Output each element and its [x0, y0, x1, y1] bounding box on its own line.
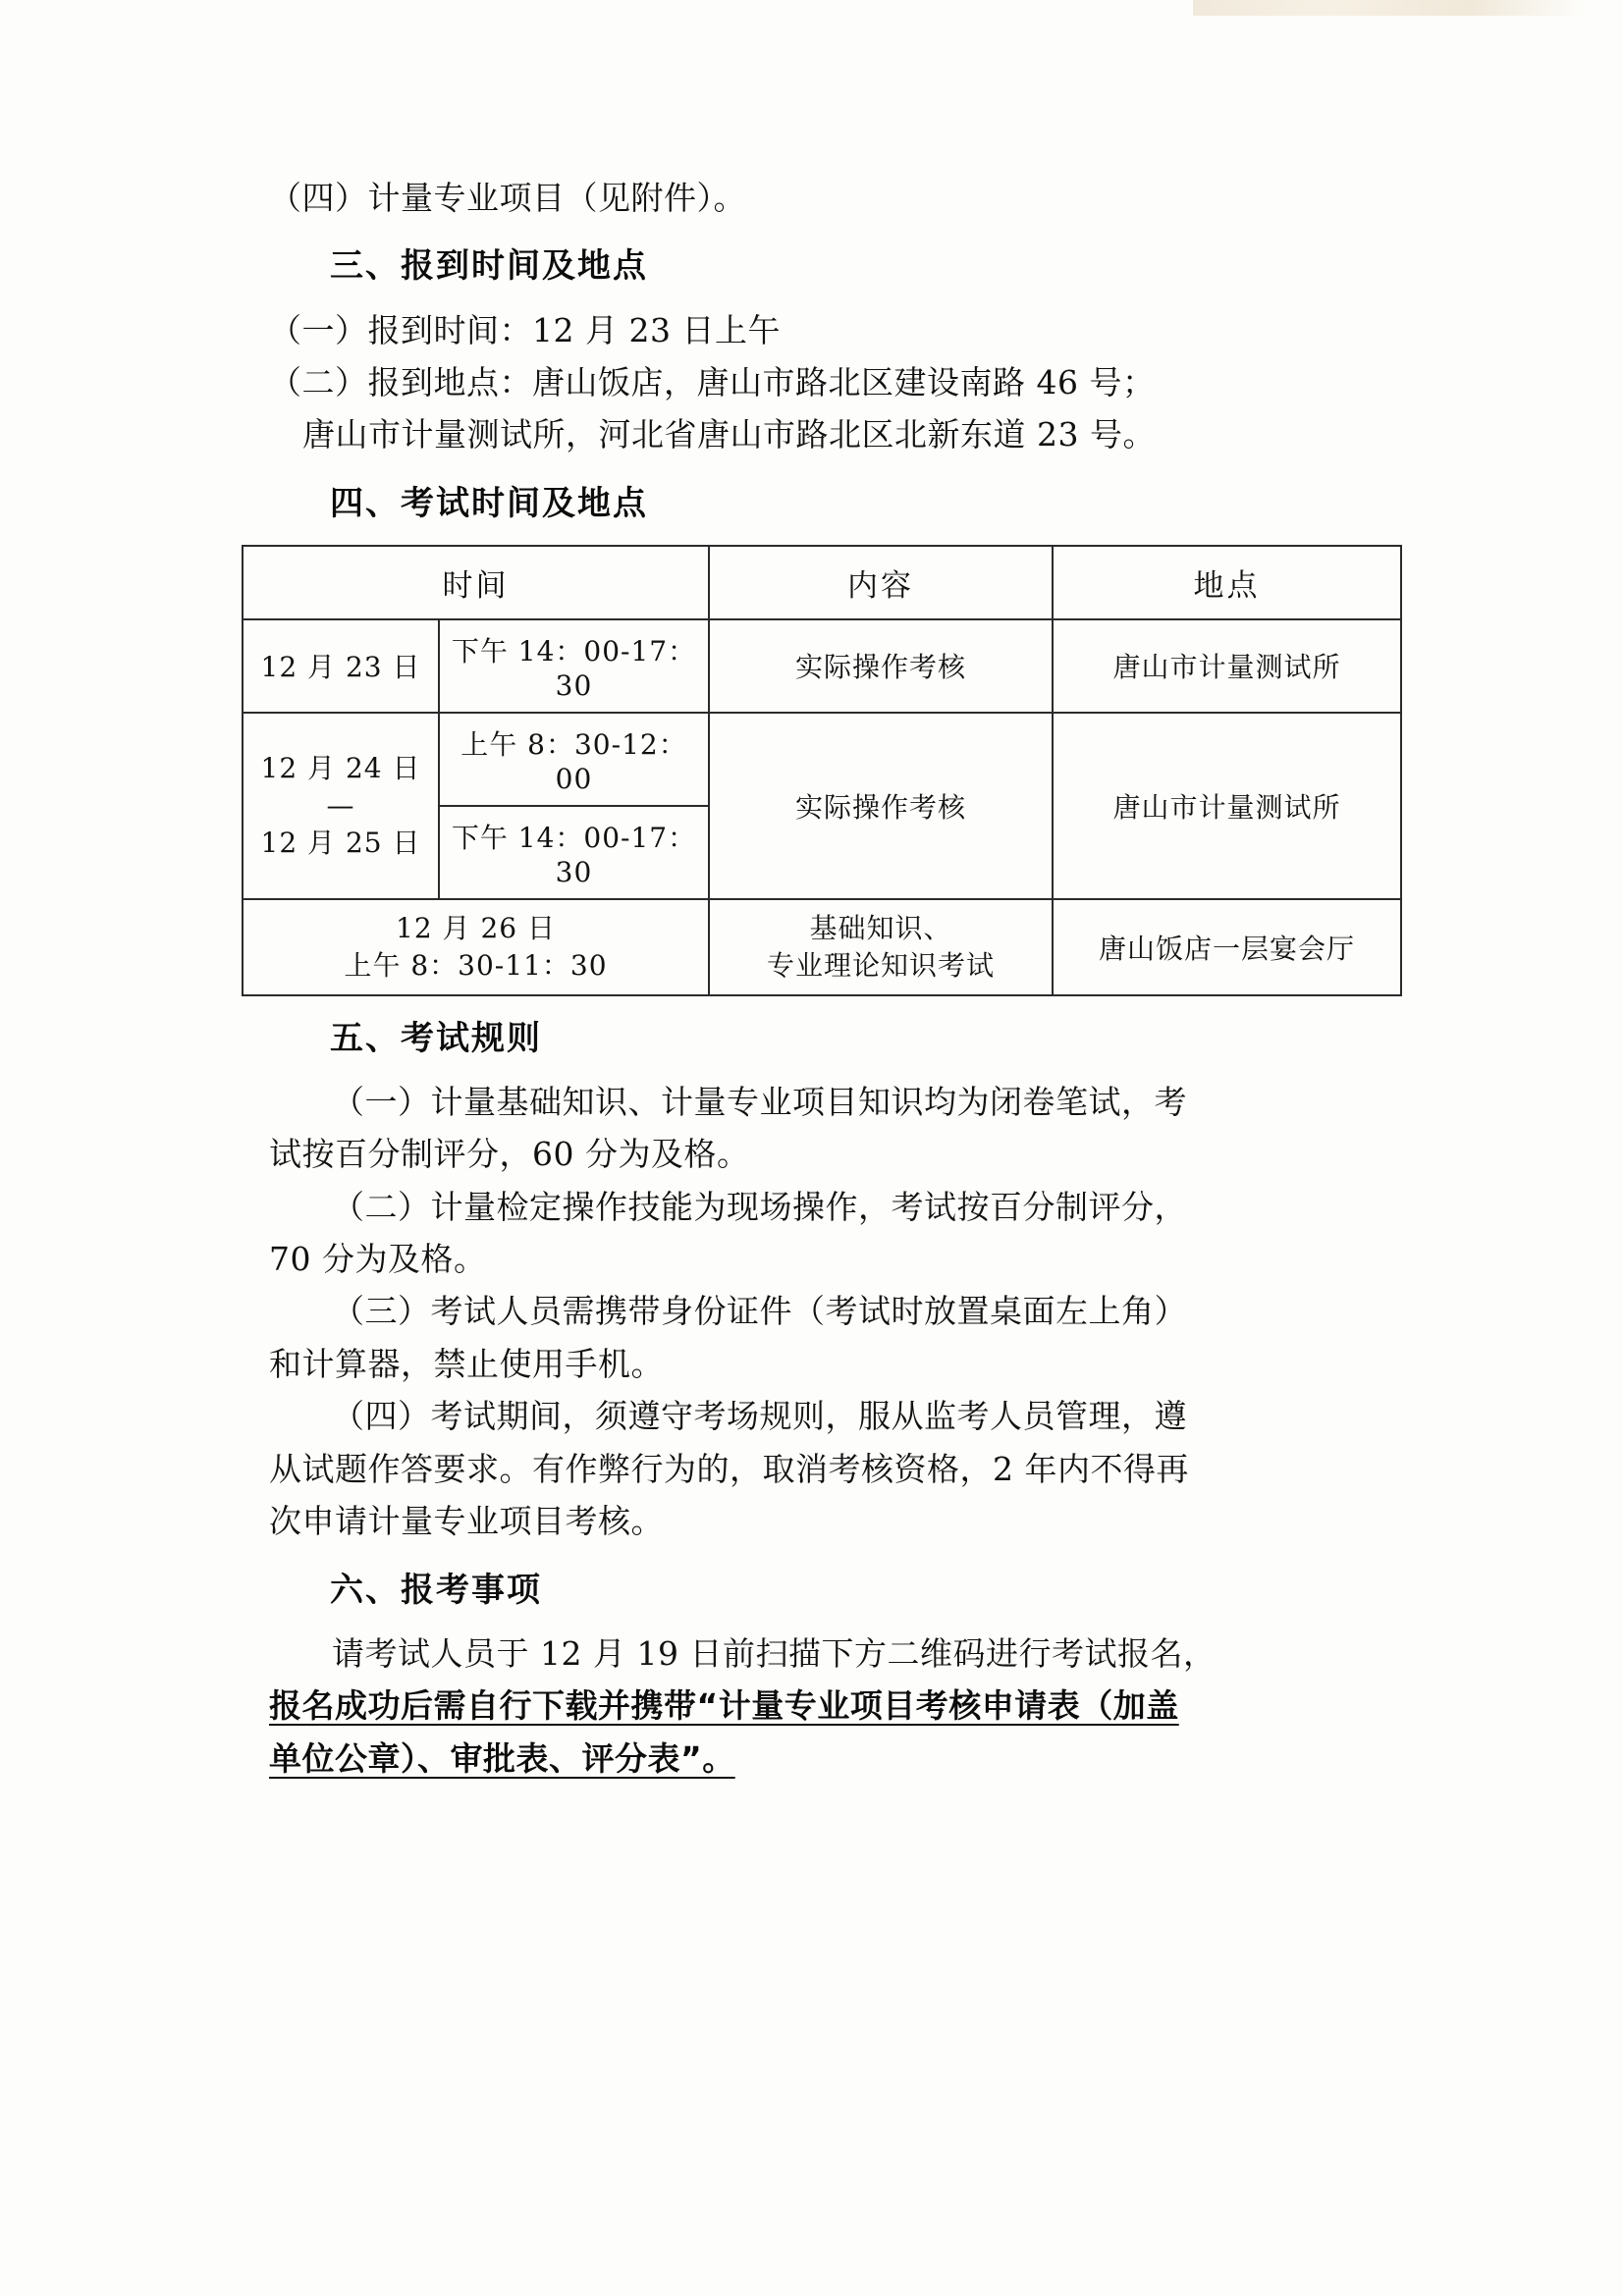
table-header-place: 地点 — [1053, 546, 1401, 619]
paragraph-rule-4-line1: （四）考试期间，须遵守考场规则，服从监考人员管理，遵 — [332, 1397, 1187, 1436]
apply-emphasis-line2: 报名成功后需自行下载并携带“计量专业项目考核申请表（加盖 — [269, 1686, 1179, 1726]
scan-artifact — [1193, 0, 1586, 16]
cell-time: 下午 14：00-17：30 — [439, 619, 709, 713]
table-header-row — [243, 546, 1401, 619]
paragraph-report-place-line2: 唐山市计量测试所，河北省唐山市路北区北新东道 23 号。 — [302, 415, 1156, 454]
paragraph-section-four-item: （四）计量专业项目（见附件）。 — [269, 179, 746, 217]
paragraph-rule-1-line1: （一）计量基础知识、计量专业项目知识均为闭卷笔试，考 — [332, 1082, 1187, 1121]
cell-place: 唐山市计量测试所 — [1053, 619, 1401, 713]
paragraph-rule-4-line3: 次申请计量专业项目考核。 — [269, 1502, 664, 1541]
cell-place: 唐山市计量测试所 — [1053, 713, 1401, 899]
paragraph-apply-line2 — [214, 1680, 1422, 1732]
cell-content: 实际操作考核 — [709, 619, 1053, 713]
document-body — [214, 172, 1422, 1785]
table-row — [243, 899, 1401, 995]
cell-content-line2: 专业理论知识考试 — [766, 948, 995, 982]
paragraph-rule-1-line2: 试按百分制评分，60 分为及格。 — [269, 1135, 750, 1174]
paragraph-rule-2-line2: 70 分为及格。 — [269, 1240, 487, 1278]
paragraph-rule-3-line1: （三）考试人员需携带身份证件（考试时放置桌面左上角） — [332, 1292, 1187, 1331]
cell-content-line1: 基础知识、 — [809, 911, 952, 944]
cell-date-line1: 12 月 24 日— — [260, 752, 421, 823]
cell-content: 实际操作考核 — [709, 713, 1053, 899]
paragraph-apply-line1: 请考试人员于 12 月 19 日前扫描下方二维码进行考试报名， — [332, 1633, 1217, 1673]
paragraph-apply-line3 — [214, 1733, 1422, 1785]
heading-section-six: 六、报考事项 — [330, 1570, 542, 1610]
table-header-content: 内容 — [709, 546, 1053, 619]
cell-time-afternoon: 下午 14：00-17：30 — [439, 806, 709, 899]
heading-section-three: 三、报到时间及地点 — [330, 246, 648, 287]
table-row — [243, 713, 1401, 806]
heading-section-four: 四、考试时间及地点 — [330, 483, 648, 523]
cell-date-time — [243, 899, 709, 995]
table-header-time: 时间 — [243, 546, 709, 619]
heading-section-five: 五、考试规则 — [330, 1018, 542, 1058]
cell-date-line1: 12 月 26 日 — [396, 911, 556, 944]
cell-place: 唐山饭店一层宴会厅 — [1053, 899, 1401, 995]
paragraph-rule-4-line2: 从试题作答要求。有作弊行为的，取消考核资格，2 年内不得再 — [269, 1449, 1189, 1488]
apply-emphasis-line3: 单位公章）、审批表、评分表”。 — [269, 1738, 735, 1778]
cell-date-line2: 上午 8：30-11：30 — [344, 948, 608, 982]
cell-time-morning: 上午 8：30-12：00 — [439, 713, 709, 806]
paragraph-report-time: （一）报到时间：12 月 23 日上午 — [269, 310, 781, 349]
paragraph-rule-2-line1: （二）计量检定操作技能为现场操作，考试按百分制评分， — [332, 1187, 1187, 1226]
cell-date: 12 月 23 日 — [243, 619, 439, 713]
table-row — [243, 619, 1401, 713]
cell-date — [243, 713, 439, 899]
cell-content — [709, 899, 1053, 995]
cell-date-line2: 12 月 25 日 — [260, 826, 421, 859]
paragraph-rule-3-line2: 和计算器，禁止使用手机。 — [269, 1344, 664, 1383]
exam-schedule-table — [242, 545, 1402, 996]
paragraph-report-place-line1: （二）报到地点：唐山饭店，唐山市路北区建设南路 46 号； — [269, 362, 1156, 401]
